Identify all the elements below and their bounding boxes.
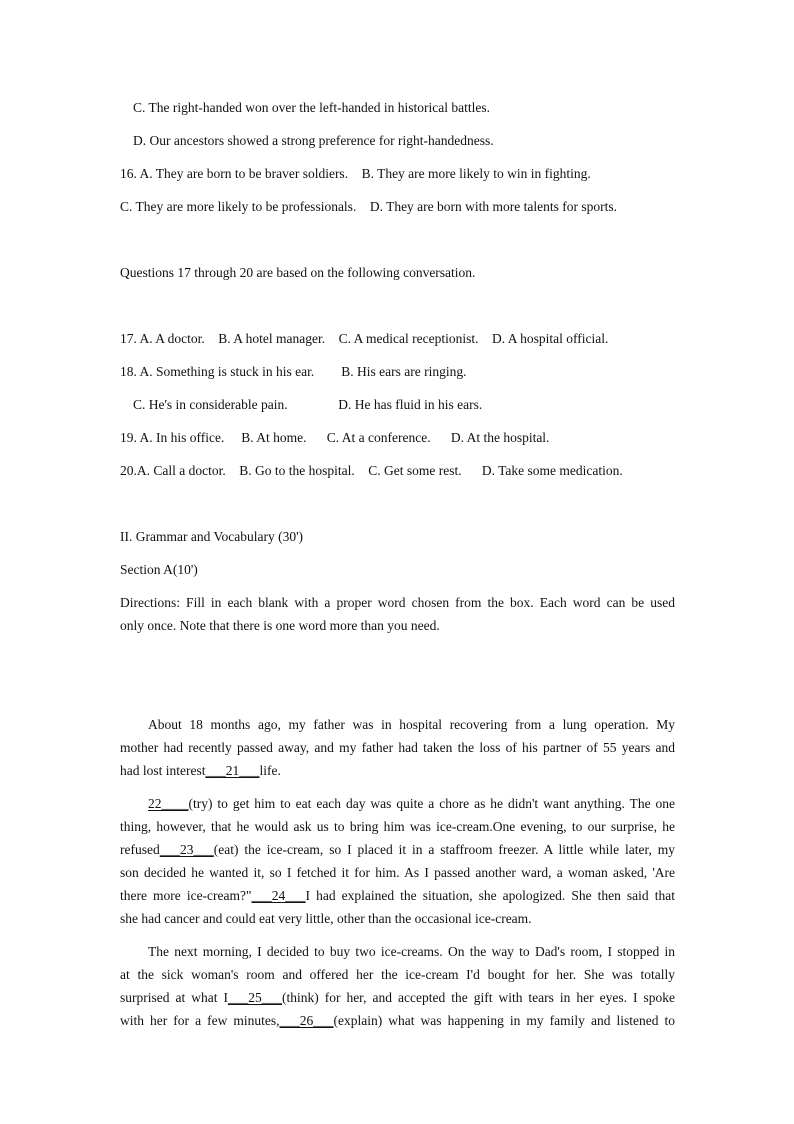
- passage-p1-line-1: About 18 months ago, my father was in hospital recovering from a lung operation. My: [148, 717, 675, 732]
- q19: 19. A. In his office. B. At home. C. At a conference. D. At the hospital.: [120, 430, 550, 445]
- directions-line-1: Directions: Fill in each blank with a proper word chosen from the box. Each word can be used: [120, 595, 675, 610]
- q15-option-c: C. The right-handed won over the left-handed in historical battles.: [133, 100, 491, 115]
- directions-line-2: only once. Note that there is one word more than you need.: [120, 618, 440, 633]
- q18-line-1: 18. A. Something is stuck in his ear. B. His ears are ringing.: [120, 364, 467, 379]
- blank-21: ___21___: [205, 763, 260, 778]
- passage-p3-line-4: with her for a few minutes,___26___(explain) what was happening in my family and listened to: [120, 1013, 675, 1028]
- passage-p3-line-1: The next morning, I decided to buy two ice-creams. On the way to Dad's room, I stopped in: [148, 944, 675, 959]
- q20: 20.A. Call a doctor. B. Go to the hospital. C. Get some rest. D. Take some medication.: [120, 463, 623, 478]
- passage-p2-line-6: she had cancer and could eat very little, other than the occasional ice-cream.: [120, 911, 532, 926]
- q16-line-2: C. They are more likely to be professionals. D. They are born with more talents for sports.: [120, 199, 618, 214]
- q18-line-2: C. He's in considerable pain. D. He has fluid in his ears.: [133, 397, 483, 412]
- blank-26: ___26___: [279, 1013, 334, 1028]
- passage-p1-line-3: had lost interest___21___life.: [120, 763, 281, 778]
- q17: 17. A. A doctor. B. A hotel manager. C. A medical receptionist. D. A hospital official.: [120, 331, 609, 346]
- section-intro: Questions 17 through 20 are based on the following conversation.: [120, 265, 476, 280]
- q15-option-d: D. Our ancestors showed a strong preference for right-handedness.: [133, 133, 494, 148]
- blank-24: ___24___: [251, 888, 306, 903]
- passage-p2-line-5: there more ice-cream?"___24___I had explained the situation, she apologized. She then said that: [120, 888, 675, 903]
- blank-25: ___25___: [227, 990, 282, 1005]
- passage-p2-line-3: refused___23___(eat) the ice-cream, so I placed it in a staffroom freezer. A little while later, my: [120, 842, 675, 857]
- passage-p2-line-4: son decided he wanted it, so I fetched it for him. As I passed another ward, a woman asked, 'Are: [120, 865, 675, 880]
- blank-23: ___23___: [159, 842, 214, 857]
- passage-p2-line-1: 22____(try) to get him to eat each day was quite a chore as he didn't want anything. The one: [148, 796, 675, 811]
- blank-22: 22____: [148, 796, 189, 811]
- part2-title: II. Grammar and Vocabulary (30'): [120, 529, 303, 544]
- section-a-title: Section A(10'): [120, 562, 198, 577]
- passage-p1-line-2: mother had recently passed away, and my father had taken the loss of his partner of 55 years and: [120, 740, 675, 755]
- passage-p3-line-2: at the sick woman's room and offered her the ice-cream I'd bought for her. She was totally: [120, 967, 675, 982]
- passage-p2-line-2: thing, however, that he would ask us to bring him was ice-cream.One evening, to our surprise, he: [120, 819, 675, 834]
- q16-line-1: 16. A. They are born to be braver soldiers. B. They are more likely to win in fighting.: [120, 166, 591, 181]
- passage-p3-line-3: surprised at what I___25___(think) for her, and accepted the gift with tears in her eyes. I spoke: [120, 990, 675, 1005]
